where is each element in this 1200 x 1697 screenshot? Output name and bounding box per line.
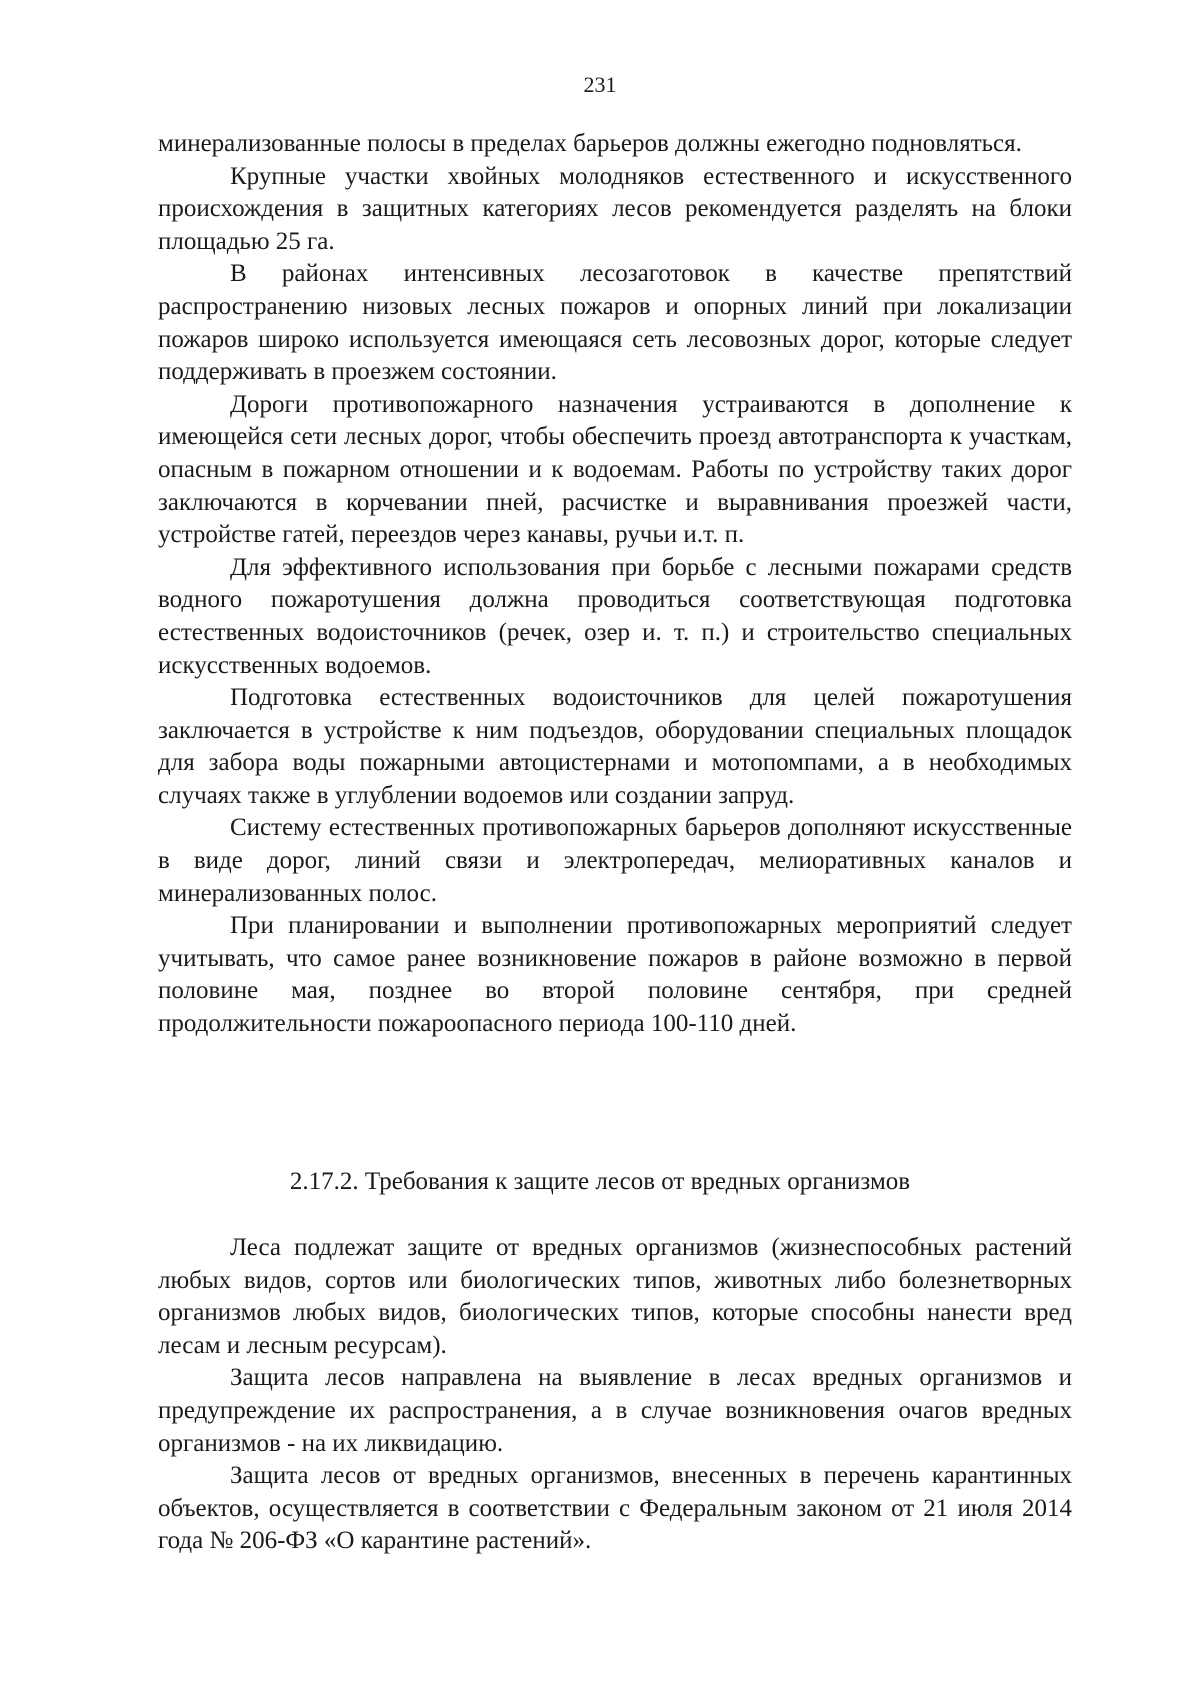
body-text [158, 128, 1072, 1041]
paragraph: Защита лесов от вредных организмов, внесенных в перечень карантинных объектов, осуществляется в соответствии с Федеральным законом от 21 июля 2014 года № 206-ФЗ «О карантине растений». [158, 1462, 1072, 1555]
paragraph: Систему естественных противопожарных барьеров дополняют искусственные в виде дорог, линий связи и электропередач, мелиоративных каналов и минерализованных полос. [158, 814, 1072, 907]
section-body [158, 1232, 1072, 1558]
page-number: 231 [583, 72, 617, 97]
paragraph: Защита лесов направлена на выявление в лесах вредных организмов и предупреждение их распространения, а в случае возникновения очагов вредных организмов - на их ликвидацию. [158, 1364, 1072, 1457]
paragraph: Для эффективного использования при борьбе с лесными пожарами средств водного пожаротушения должна проводиться соответствующая подготовка естественных водоисточников (речек, озер и. т. п.) и строительство специальных искусственных водоемов. [158, 553, 1072, 679]
paragraph: Крупные участки хвойных молодняков естественного и искусственного происхождения в защитных категориях лесов рекомендуется разделять на блоки площадью 25 га. [158, 162, 1072, 255]
paragraph: Леса подлежат защите от вредных организмов (жизнеспособных растений любых видов, сортов или биологических типов, животных либо болезнетворных организмов любых видов, биологических типов, которые способны нанести вред лесам и лесным ресурсам). [158, 1234, 1072, 1359]
paragraph: В районах интенсивных лесозаготовок в качестве препятствий распространению низовых лесных пожаров и опорных линий при локализации пожаров широко используется имеющаяся сеть лесовозных дорог, которые следует поддерживать в проезжем состоянии. [158, 260, 1072, 386]
paragraph: Подготовка естественных водоисточников для целей пожаротушения заключается в устройстве к ним подъездов, оборудовании специальных площадок для забора воды пожарными автоцистернами и мотопомпами, а в необходимых случаях также в углублении водоемов или создании запруд. [158, 684, 1072, 809]
section-heading: 2.17.2. Требования к защите лесов от вредных организмов [289, 1168, 911, 1195]
paragraph: Дороги противопожарного назначения устраиваются в дополнение к имеющейся сети лесных дорог, чтобы обеспечить проезд автотранспорта к участкам, опасным в пожарном отношении и к водоемам. Работы по устройству таких дорог заключаются в корчевании пней, расчистке и выравнивания проезжей части, устройстве гатей, переездов через канавы, ручьи и.т. п. [158, 390, 1072, 549]
paragraph-continuation: минерализованные полосы в пределах барьеров должны ежегодно подновляться. [158, 130, 1022, 157]
paragraph: При планировании и выполнении противопожарных мероприятий следует учитывать, что самое ранее возникновение пожаров в районе возможно в первой половине мая, позднее во второй половине сентября, при средней продолжительности пожароопасного периода 100-110 дней. [158, 912, 1072, 1038]
